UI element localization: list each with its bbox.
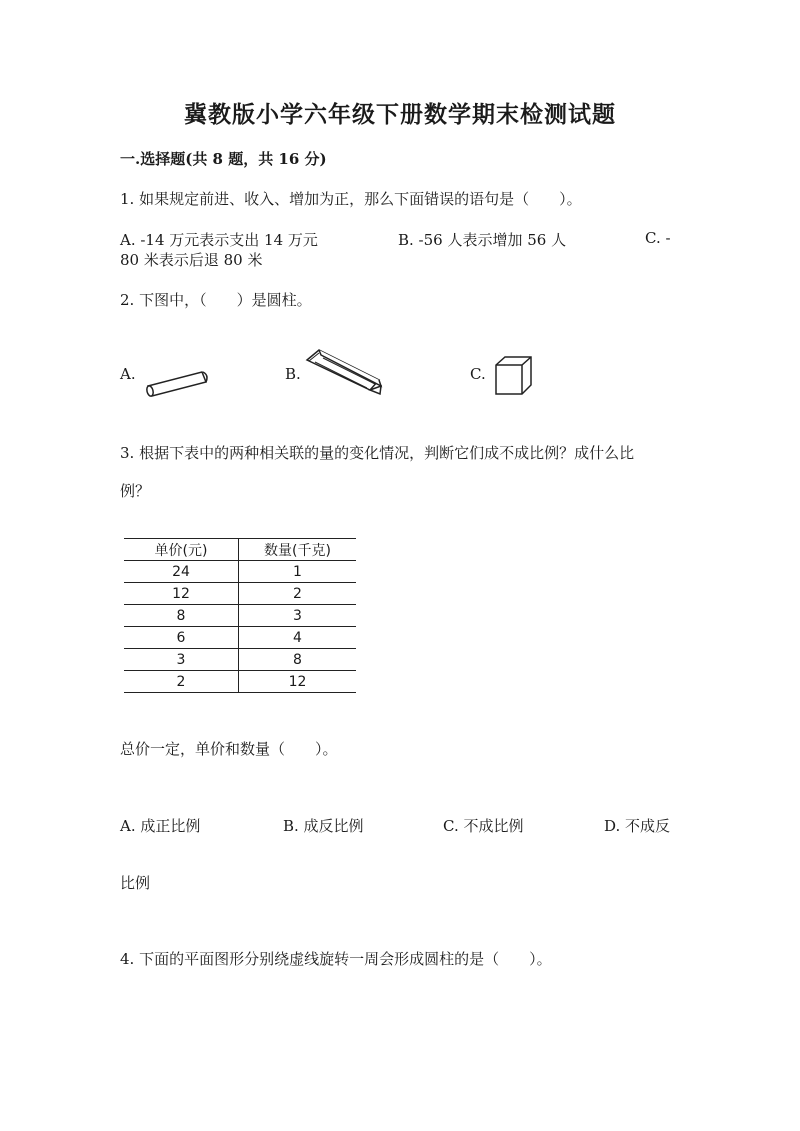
- table-row: [124, 561, 356, 583]
- question-1-option-c-continued: 80 米表示后退 80 米: [120, 251, 263, 269]
- question-3-option-d-continued: 比例: [120, 874, 151, 892]
- question-4-stem: 4. 下面的平面图形分别绕虚线旋转一周会形成圆柱的是（ ）。: [120, 950, 552, 968]
- table-row: [124, 583, 356, 605]
- question-2-stem: 2. 下图中，（ ）是圆柱。: [120, 291, 312, 309]
- table-header-cell: 单价(元): [124, 539, 239, 561]
- page-title: 冀教版小学六年级下册数学期末检测试题: [184, 101, 616, 128]
- table-cell: 2: [239, 583, 357, 605]
- question-3-option-b: B. 成反比例: [283, 817, 364, 835]
- question-3-option-c: C. 不成比例: [443, 817, 524, 835]
- section-heading: 一.选择题(共 8 题，共 16 分): [120, 150, 327, 168]
- question-3-stem: 3. 根据下表中的两种相关联的量的变化情况，判断它们成不成比例？成什么比: [120, 444, 635, 462]
- triangular-prism-icon: [303, 346, 385, 398]
- cylinder-rod-icon: [140, 368, 215, 398]
- question-2-label-a: A.: [120, 365, 136, 383]
- question-2-label-c: C.: [470, 365, 486, 383]
- table-row: [124, 605, 356, 627]
- price-quantity-table: [124, 538, 356, 693]
- table-cell: 3: [239, 605, 357, 627]
- table-cell: 8: [239, 649, 357, 671]
- table-row: [124, 671, 356, 693]
- cube-icon: [494, 355, 534, 397]
- table-cell: 12: [239, 671, 357, 693]
- table-cell: 12: [124, 583, 239, 605]
- table-cell: 4: [239, 627, 357, 649]
- table-cell: 2: [124, 671, 239, 693]
- question-1-option-a: A. -14 万元表示支出 14 万元: [120, 231, 318, 249]
- table-header-row: [124, 539, 356, 561]
- table-row: [124, 649, 356, 671]
- question-1-option-c: C. -: [645, 229, 671, 247]
- table-cell: 1: [239, 561, 357, 583]
- question-1-option-b: B. -56 人表示增加 56 人: [398, 231, 567, 249]
- table-cell: 6: [124, 627, 239, 649]
- question-3-stem-continued: 例？: [120, 482, 151, 500]
- table-row: [124, 627, 356, 649]
- question-3-option-a: A. 成正比例: [120, 817, 201, 835]
- table-cell: 8: [124, 605, 239, 627]
- table-cell: 3: [124, 649, 239, 671]
- question-3-prompt: 总价一定，单价和数量（ ）。: [120, 740, 338, 758]
- table-header-cell: 数量(千克): [239, 539, 357, 561]
- question-2-label-b: B.: [285, 365, 301, 383]
- table-cell: 24: [124, 561, 239, 583]
- question-3-option-d: D. 不成反: [604, 817, 671, 835]
- question-1-stem: 1. 如果规定前进、收入、增加为正，那么下面错误的语句是（ ）。: [120, 190, 582, 208]
